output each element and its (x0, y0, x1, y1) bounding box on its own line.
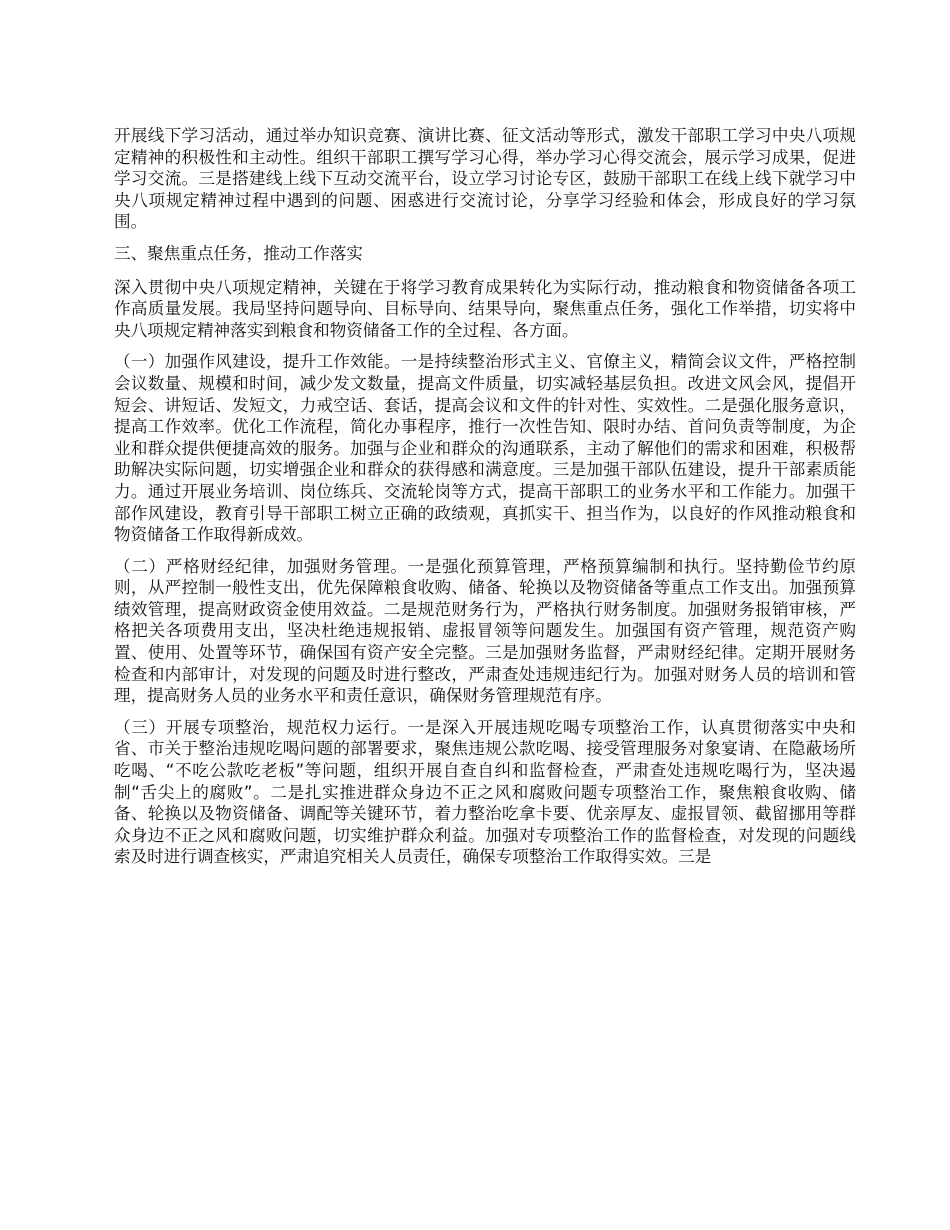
paragraph-implementation-intro: 深入贯彻中央八项规定精神，关键在于将学习教育成果转化为实际行动，推动粮食和物资储备各项工作高质量发展。我局坚持问题导向、目标导向、结果导向，聚焦重点任务，强化工作举措，切实将中央八项规定精神落实到粮食和物资储备工作的全过程、各方面。 (114, 277, 856, 340)
section-heading-key-tasks: 三、聚焦重点任务，推动工作落实 (114, 243, 363, 263)
paragraph-work-style: （一）加强作风建设，提升工作效能。一是持续整治形式主义、官僚主义，精简会议文件，严格控制会议数量、规模和时间，减少发文数量，提高文件质量，切实减轻基层负担。改进文风会风，提倡开短会、讲短话、发短文，力戒空话、套话，提高会议和文件的针对性、实效性。二是强化服务意识，提高工作效率。优化工作流程，简化办事程序，推行一次性告知、限时办结、首问负责等制度，为企业和群众提供便捷高效的服务。加强与企业和群众的沟通联系，主动了解他们的需求和困难，积极帮助解决实际问题，切实增强企业和群众的获得感和满意度。三是加强干部队伍建设，提升干部素质能力。通过开展业务培训、岗位练兵、交流轮岗等方式，提高干部职工的业务水平和工作能力。加强干部作风建设，教育引导干部职工树立正确的政绩观，真抓实干、担当作为，以良好的作风推动粮食和物资储备工作取得新成效。 (114, 352, 856, 545)
paragraph-financial-discipline: （二）严格财经纪律，加强财务管理。一是强化预算管理，严格预算编制和执行。坚持勤俭节约原则，从严控制一般性支出，优先保障粮食收购、储备、轮换以及物资储备等重点工作支出。加强预算绩效管理，提高财政资金使用效益。二是规范财务行为，严格执行财务制度。加强财务报销审核，严格把关各项费用支出，坚决杜绝违规报销、虚报冒领等问题发生。加强国有资产管理，规范资产购置、使用、处置等环节，确保国有资产安全完整。三是加强财务监督，严肃财经纪律。定期开展财务检查和内部审计，对发现的问题及时进行整改，严肃查处违规违纪行为。加强对财务人员的培训和管理，提高财务人员的业务水平和责任意识，确保财务管理规范有序。 (114, 556, 856, 706)
document-body (114, 125, 856, 878)
paragraph-special-rectification: （三）开展专项整治，规范权力运行。一是深入开展违规吃喝专项整治工作，认真贯彻落实中央和省、市关于整治违规吃喝问题的部署要求，聚焦违规公款吃喝、接受管理服务对象宴请、在隐蔽场所吃喝、“不吃公款吃老板”等问题，组织开展自查自纠和监督检查，严肃查处违规吃喝行为，坚决遏制“舌尖上的腐败”。二是扎实推进群众身边不正之风和腐败问题专项整治工作，聚焦粮食收购、储备、轮换以及物资储备、调配等关键环节，着力整治吃拿卡要、优亲厚友、虚报冒领、截留挪用等群众身边不正之风和腐败问题，切实维护群众利益。加强对专项整治工作的监督检查，对发现的问题线索及时进行调查核实，严肃追究相关人员责任，确保专项整治工作取得实效。三是 (114, 717, 856, 867)
paragraph-online-offline-learning: 开展线下学习活动，通过举办知识竞赛、演讲比赛、征文活动等形式，激发干部职工学习中央八项规定精神的积极性和主动性。组织干部职工撰写学习心得，举办学习心得交流会，展示学习成果，促进学习交流。三是搭建线上线下互动交流平台，设立学习讨论专区，鼓励干部职工在线上线下就学习中央八项规定精神过程中遇到的问题、困惑进行交流讨论，分享学习经验和体会，形成良好的学习氛围。 (114, 126, 856, 232)
